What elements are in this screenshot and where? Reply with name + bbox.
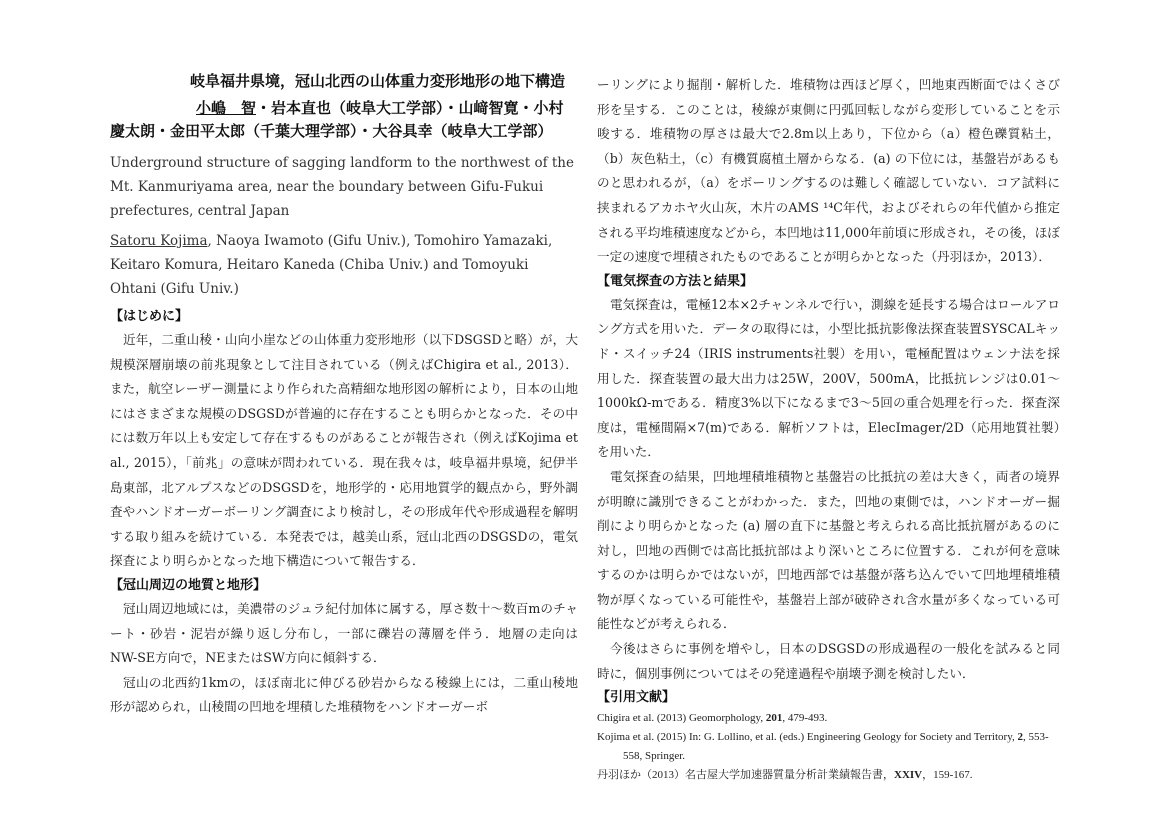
- right-column: [597, 73, 1060, 785]
- geology-paragraph-2-continued: ーリングにより掘削・解析した．堆積物は西ほど厚く，凹地東西断面ではくさび形を呈する．このことは，稜線が東側に円弧回転しながら変形していることを示唆する．堆積物の厚さは最大で2.8m以上あり，下位から（a）橙色礫質粘土，（b）灰色粘土，（c）有機質腐植土層からなる．(a) の下位には，基盤岩があるものと思われるが，（a）をボーリングするのは難しく確認していない．コア試料に挟まれるアカホヤ火山灰，木片のAMS ¹⁴C年代，およびそれらの年代値から推定される平均堆積速度などから，本凹地は11,000年前頃に形成され，その後，ほぼ一定の速度で埋積されたものであることが明らかとなった（丹羽ほか，2013）．: [597, 77, 1060, 265]
- reference-3-text: 丹羽ほか（2013）名古屋大学加速器質量分析計業績報告書，: [597, 769, 894, 782]
- reference-1-pages: , 479-493.: [782, 712, 828, 725]
- geology-paragraph-1: 冠山周辺地域には，美濃帯のジュラ紀付加体に属する，厚さ数十～数百mのチャート・砂岩・泥岩が繰り返し分布し，一部に礫岩の薄層を伴う．地層の走向はNW-SE方向で，NEまたはSW方向に傾斜する．: [110, 600, 578, 666]
- reference-3-volume: XXIV: [894, 769, 923, 782]
- reference-3-pages: ，159-167.: [922, 769, 973, 782]
- reference-2-volume: 2: [1017, 731, 1023, 744]
- section-heading-geology: 【冠山周辺の地質と地形】: [110, 577, 267, 593]
- coauthors-ja: ・岩本直也（岐阜大工学部）・山﨑智寛・小村慶太朗・金田平太郎（千葉大理学部）・大谷具幸（岐阜大工学部）: [110, 99, 564, 140]
- reference-1-text: Chigira et al. (2013) Geomorphology,: [597, 712, 766, 725]
- method-paragraph-1: 電気探査は，電極12本×2チャンネルで行い，測線を延長する場合はロールアロング方式を用いた．データの取得には，小型比抵抗影像法探査装置SYSCALキッド・スイッチ24（IRIS instruments社製）を用い，電極配置はウェンナ法を採用した．探査装置の最大出力は25W，200V，500mA，比抵抗レンジは0.01～1000kΩ-mである．精度3%以下になるまで3～5回の重合処理を行った．探査深度は，電極間隔×7(m)である．解析ソフトは，ElecImager/2D（応用地質社製）を用いた．: [597, 296, 1060, 460]
- authors-english: [110, 229, 578, 301]
- coauthors-en: , Naoya Iwamoto (Gifu Univ.), Tomohiro Yamazaki, Keitaro Komura, Heitaro Kaneda (Chiba Univ.) and Tomoyuki Ohtani (Gifu Univ.): [110, 233, 553, 297]
- presenter-name-ja: 小嶋 智: [196, 99, 257, 117]
- section-heading-method: 【電気探査の方法と結果】: [597, 273, 754, 289]
- reference-2-pages: , 553-558, Springer.: [623, 731, 1049, 763]
- method-paragraph-2: 電気探査の結果，凹地埋積堆積物と基盤岩の比抵抗の差は大きく，両者の境界が明瞭に識別できることがわかった．また，凹地の東側では，ハンドオーガー掘削により明らかとなった (a) 層の直下に基盤と考えられる高比抵抗層があるのに対し，凹地の西側では高比抵抗部はより深いところに位置する．これが何を意味するのかは明らかではないが，凹地西部では基盤が落ち込んでいて凹地埋積堆積物が厚くなっている可能性や，基盤岩上部が破砕され含水量が多くなっている可能性などが考えられる．: [597, 468, 1060, 632]
- left-column: [110, 70, 578, 720]
- method-paragraph-3: 今後はさらに事例を増やし，日本のDSGSDの形成過程の一般化を試みると同時に，個別事例についてはその発達過程や崩壊予測を検討したい．: [597, 641, 1060, 681]
- reference-2: [597, 728, 1060, 766]
- reference-3: [597, 766, 1060, 785]
- section-heading-references: 【引用文献】: [597, 690, 676, 706]
- page-title: 岐阜福井県境，冠山北西の山体重力変形地形の地下構造: [190, 72, 566, 90]
- reference-1-volume: 201: [765, 712, 783, 725]
- presenter-name-en: Satoru Kojima: [110, 233, 208, 249]
- authors-japanese: [110, 97, 578, 143]
- english-title: Underground structure of sagging landform to the northwest of the Mt. Kanmuriyama area, near the boundary between Gifu-Fukui prefectures, central Japan: [110, 155, 574, 219]
- reference-1: [597, 709, 1060, 728]
- reference-2-text: Kojima et al. (2015) In: G. Lollino, et al. (eds.) Engineering Geology for Society and Territory,: [597, 731, 1018, 744]
- geology-paragraph-2: 冠山の北西約1kmの，ほぼ南北に伸びる砂岩からなる稜線上には，二重山稜地形が認められ，山稜間の凹地を埋積した堆積物をハンドオーガーボ: [110, 674, 578, 715]
- intro-paragraph: 近年，二重山稜・山向小崖などの山体重力変形地形（以下DSGSDと略）が，大規模深層崩壊の前兆現象として注目されている（例えばChigira et al., 2013）．また，航空レーザー測量により作られた高精細な地形図の解析により，日本の山地にはさまざまな規模のDSGSDが普遍的に存在することも明らかとなった．その中には数万年以上も安定して存在するものがあることが報告され（例えばKojima et al., 2015），「前兆」の意味が問われている．現在我々は，岐阜福井県境，紀伊半島東部，北アルプスなどのDSGSDを，地形学的・応用地質学的観点から，野外調査やハンドオーガーボーリング調査により検討し，その形成年代や形成過程を解明する取り組みを続けている．本発表では，越美山系，冠山北西のDSGSDの，電気探査により明らかとなった地下構造について報告する．: [110, 332, 578, 569]
- section-heading-intro: 【はじめに】: [110, 309, 189, 324]
